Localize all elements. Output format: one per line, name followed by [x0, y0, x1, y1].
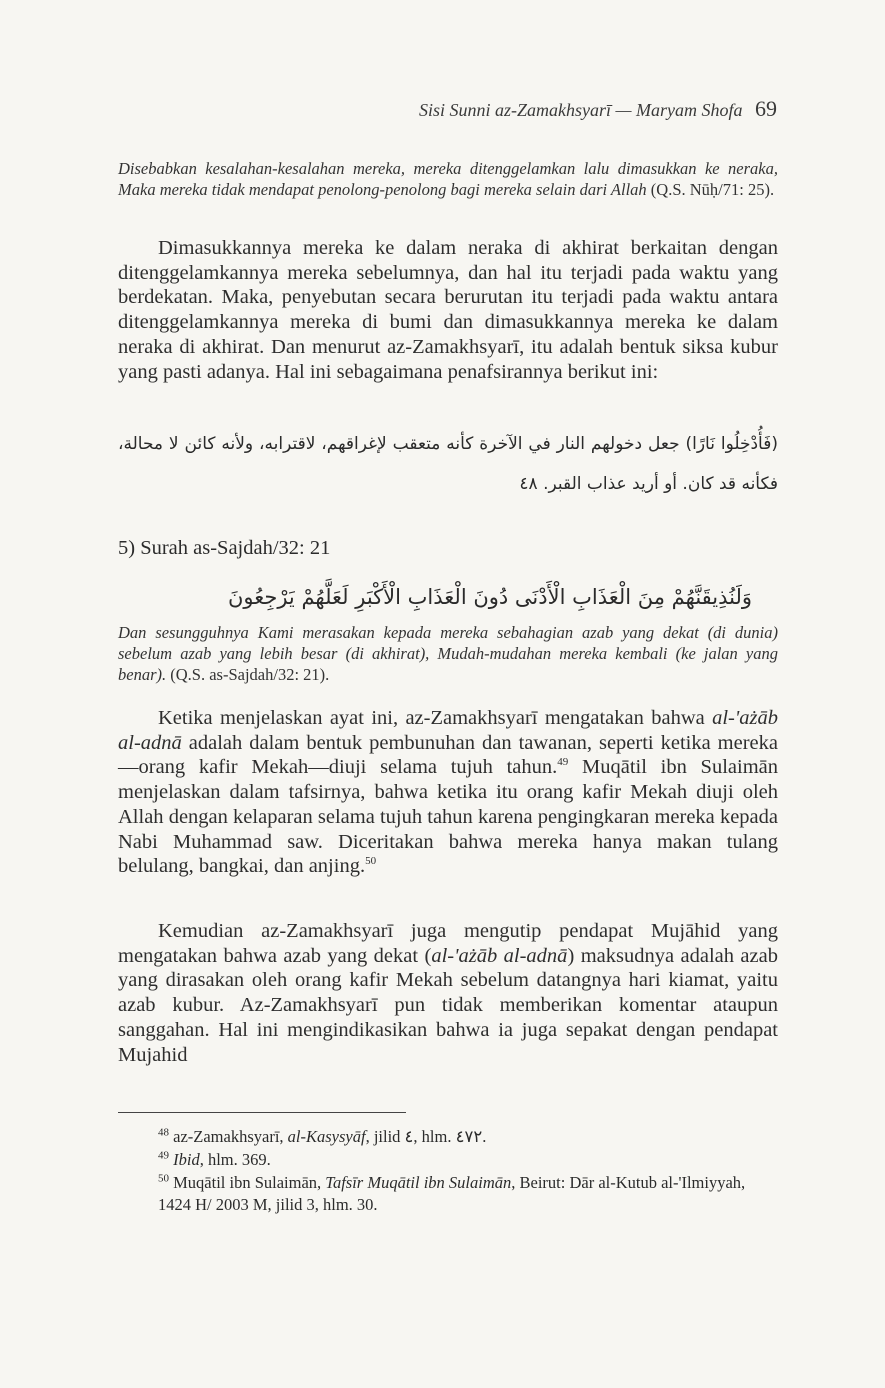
footnote-50: $^{50}$ Muqātil ibn Sulaimān, Tafsīr Muqātil ibn Sulaimān, Beirut: Dār al-Kutub al-'Ilmiyyah, 1424 H/ 2003 M, jilid 3, hlm. 30.	[158, 1172, 746, 1214]
footnote-ref-49: 49	[557, 756, 569, 769]
paragraph-2: Ketika menjelaskan ayat ini, az-Zamakhsyarī mengatakan bahwa al-'ażāb al-adnā adalah dalam bentuk pembunuhan dan tawanan, seperti ketika mereka—orang kafir Mekah—diuji selama tujuh tahun.$^{49}$ Muqātil ibn Sulaimān menjelaskan dalam tafsirnya, bahwa ketika itu orang kafir Mekah diuji oleh Allah dengan kelaparan selama tujuh tahun karena pengingkaran mereka kepada Nabi Muhammad saw. Diceritakan bahwa mereka hanya makan tulang belulang, bangkai, dan anjing.$^{50}$	[118, 707, 778, 878]
page-number: 69	[755, 96, 777, 121]
section-heading: 5) Surah as-Sajdah/32: 21	[118, 537, 331, 559]
term-italic: al-'ażāb al-adnā	[118, 707, 778, 754]
paragraph-1: Dimasukkannya mereka ke dalam neraka di akhirat berkaitan dengan ditenggelamkannya mereka sebelumnya, dan hal itu terjadi pada waktu yang berdekatan. Maka, penyebutan secara berurutan itu terjadi pada waktu antara ditenggelamkannya mereka di bumi dan dimasukkannya mereka ke dalam neraka di akhirat. Dan menurut az-Zamakhsyarī, itu adalah bentuk siksa kubur yang pasti adanya. Hal ini sebagaimana penafsirannya berikut ini:	[118, 237, 778, 383]
running-header	[0, 96, 777, 122]
arabic-commentary-quote: (فَأُدْخِلُوا نَارًا) جعل دخولهم النار في الآخرة كأنه متعقب لإغراقهم، لاقترابه، ولأنه كائن لا محالة، فكأنه قد كان. أو أريد عذاب القبر. ٤٨	[118, 434, 778, 494]
paragraph-3: Kemudian az-Zamakhsyarī juga mengutip pendapat Mujāhid yang mengatakan bahwa azab yang dekat (al-'ażāb al-adnā) maksudnya adalah azab yang dirasakan oleh orang kafir Mekah sebelum datangnya hari kiamat, yaitu azab kubur. Az-Zamakhsyarī pun tidak memberikan komentar ataupun sanggahan. Hal ini mengindikasikan bahwa ia juga sepakat dengan pendapat Mujahid	[118, 920, 778, 1066]
quote-reference: (Q.S. as-Sajdah/32: 21).	[166, 665, 330, 684]
running-title: Sisi Sunni az-Zamakhsyarī — Maryam Shofa	[419, 100, 743, 120]
quote-translation-nuh	[118, 158, 778, 200]
quote-text: Disebabkan kesalahan-kesalahan mereka, mereka ditenggelamkan lalu dimasukkan ke neraka, Maka mereka tidak mendapat penolong-penolong bagi mereka selain dari Allah	[118, 159, 778, 199]
footnote-48: $^{48}$ az-Zamakhsyarī, al-Kasysyāf, jilid ٤, hlm. ٤٧٢.	[158, 1126, 487, 1146]
quote-reference: (Q.S. Nūḥ/71: 25).	[646, 180, 775, 199]
footnote-divider	[118, 1112, 406, 1113]
quote-text: Dan sesungguhnya Kami merasakan kepada mereka sebahagian azab yang dekat (di dunia) sebelum azab yang lebih besar (di akhirat), Mudah-mudahan mereka kembali (ke jalan yang benar).	[118, 623, 778, 684]
quran-verse-arabic: وَلَنُذِيقَنَّهُمْ مِنَ الْعَذَابِ الْأَدْنَى دُونَ الْعَذَابِ الْأَكْبَرِ لَعَلَّهُمْ يَرْجِعُونَ	[227, 585, 753, 609]
term-italic: al-'ażāb al-adnā	[431, 944, 568, 967]
quote-translation-sajdah	[118, 622, 778, 685]
footnote-49: $^{49}$ Ibid, hlm. 369.	[158, 1149, 271, 1169]
footnote-ref-50: 50	[365, 855, 377, 868]
